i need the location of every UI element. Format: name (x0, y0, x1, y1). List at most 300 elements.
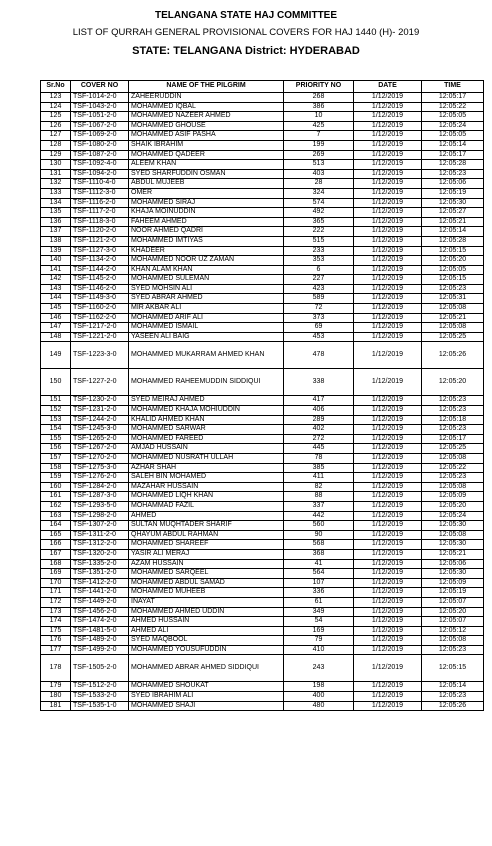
cell-date: 1/12/2019 (354, 294, 422, 304)
cell-pilgrim-name: MOHAMMED NUSRATH ULLAH (129, 454, 284, 464)
table-row (41, 93, 484, 103)
cell-cover-no: TSF-1276-2-0 (71, 473, 129, 483)
cell-time: 12:05:23 (422, 396, 484, 406)
cell-cover-no: TSF-1265-2-0 (71, 434, 129, 444)
cell-cover-no: TSF-1284-2-0 (71, 482, 129, 492)
cell-srno: 143 (41, 284, 71, 294)
cell-srno: 171 (41, 588, 71, 598)
cell-priority-no: 515 (284, 236, 354, 246)
cell-cover-no: TSF-1499-2-0 (71, 645, 129, 655)
cell-date: 1/12/2019 (354, 692, 422, 702)
cell-pilgrim-name: AHMED ALI (129, 626, 284, 636)
cell-pilgrim-name: AHMED HUSSAIN (129, 617, 284, 627)
cell-pilgrim-name: MOHAMMED ABRAR AHMED SIDDIQUI (129, 655, 284, 682)
cell-date: 1/12/2019 (354, 160, 422, 170)
cell-srno: 126 (41, 121, 71, 131)
cell-cover-no: TSF-1312-2-0 (71, 540, 129, 550)
cell-priority-no: 6 (284, 265, 354, 275)
cell-pilgrim-name: MOHAMMED SHAJI (129, 701, 284, 711)
cell-pilgrim-name: MOHAMMED ARIF ALI (129, 313, 284, 323)
cell-priority-no: 423 (284, 284, 354, 294)
table-row (41, 188, 484, 198)
cell-date: 1/12/2019 (354, 645, 422, 655)
cell-cover-no: TSF-1474-2-0 (71, 617, 129, 627)
table-header-row (41, 81, 484, 93)
cell-pilgrim-name: MOHAMMED SULEMAN (129, 275, 284, 285)
cell-pilgrim-name: KHADEER (129, 246, 284, 256)
cell-date: 1/12/2019 (354, 369, 422, 396)
cell-cover-no: TSF-1117-2-0 (71, 208, 129, 218)
cell-srno: 145 (41, 304, 71, 314)
cell-pilgrim-name: MOHAMMED SARQEEL (129, 569, 284, 579)
table-row (41, 482, 484, 492)
cell-time: 12:05:26 (422, 701, 484, 711)
cell-date: 1/12/2019 (354, 208, 422, 218)
cell-pilgrim-name: MOHAMMED NAZEER AHMED (129, 112, 284, 122)
table-row (41, 655, 484, 682)
cell-cover-no: TSF-1227-2-0 (71, 369, 129, 396)
cell-priority-no: 233 (284, 246, 354, 256)
table-row (41, 588, 484, 598)
cell-priority-no: 442 (284, 511, 354, 521)
cell-cover-no: TSF-1223-3-0 (71, 342, 129, 369)
cell-time: 12:05:08 (422, 304, 484, 314)
cell-srno: 148 (41, 332, 71, 342)
cell-priority-no: 492 (284, 208, 354, 218)
cell-time: 12:05:09 (422, 578, 484, 588)
cell-priority-no: 410 (284, 645, 354, 655)
cell-priority-no: 400 (284, 692, 354, 702)
table-row (41, 511, 484, 521)
table-row (41, 501, 484, 511)
cell-srno: 178 (41, 655, 71, 682)
cell-date: 1/12/2019 (354, 482, 422, 492)
cell-srno: 149 (41, 342, 71, 369)
cell-srno: 164 (41, 521, 71, 531)
cell-cover-no: TSF-1110-4-0 (71, 179, 129, 189)
cell-date: 1/12/2019 (354, 549, 422, 559)
table-row (41, 169, 484, 179)
col-header-time: TIME (422, 81, 484, 93)
cell-cover-no: TSF-1481-5-0 (71, 626, 129, 636)
cell-date: 1/12/2019 (354, 140, 422, 150)
cell-priority-no: 411 (284, 473, 354, 483)
cell-priority-no: 368 (284, 549, 354, 559)
table-row (41, 284, 484, 294)
table-row (41, 473, 484, 483)
cell-pilgrim-name: QHAYUM ABDUL RAHMAN (129, 530, 284, 540)
cell-pilgrim-name: AZHAR SHAH (129, 463, 284, 473)
cell-pilgrim-name: MOHAMMED ISMAIL (129, 323, 284, 333)
committee-title: TELANGANA STATE HAJ COMMITTEE (154, 10, 338, 21)
cell-date: 1/12/2019 (354, 454, 422, 464)
col-header-srno: Sr.No (41, 81, 71, 93)
cell-pilgrim-name: FAHEEM AHMED (129, 217, 284, 227)
cell-time: 12:05:23 (422, 169, 484, 179)
cell-srno: 181 (41, 701, 71, 711)
cell-srno: 173 (41, 607, 71, 617)
cell-time: 12:05:31 (422, 294, 484, 304)
cell-pilgrim-name: ALEEM KHAN (129, 160, 284, 170)
table-row (41, 540, 484, 550)
cell-cover-no: TSF-1145-2-0 (71, 275, 129, 285)
cell-priority-no: 568 (284, 540, 354, 550)
cell-time: 12:05:14 (422, 227, 484, 237)
cell-srno: 125 (41, 112, 71, 122)
cell-srno: 129 (41, 150, 71, 160)
cell-time: 12:05:30 (422, 540, 484, 550)
cell-cover-no: TSF-1160-2-0 (71, 304, 129, 314)
cell-date: 1/12/2019 (354, 406, 422, 416)
cell-cover-no: TSF-1412-2-0 (71, 578, 129, 588)
cell-srno: 131 (41, 169, 71, 179)
cell-date: 1/12/2019 (354, 112, 422, 122)
cell-srno: 166 (41, 540, 71, 550)
cell-date: 1/12/2019 (354, 559, 422, 569)
cell-cover-no: TSF-1116-2-0 (71, 198, 129, 208)
cell-priority-no: 349 (284, 607, 354, 617)
cell-srno: 138 (41, 236, 71, 246)
cell-pilgrim-name: MOHAMMED GHOUSE (129, 121, 284, 131)
table-row (41, 645, 484, 655)
cell-pilgrim-name: SYED SHARFUDDIN OSMAN (129, 169, 284, 179)
cell-pilgrim-name: MOHAMMED IMTIYAS (129, 236, 284, 246)
cell-pilgrim-name: INAYAT (129, 597, 284, 607)
cell-time: 12:05:19 (422, 588, 484, 598)
cell-pilgrim-name: MOHAMMED ASIF PASHA (129, 131, 284, 141)
cell-cover-no: TSF-1245-3-0 (71, 425, 129, 435)
table-row (41, 569, 484, 579)
table-row (41, 179, 484, 189)
cell-pilgrim-name: SYED MEIRAJ AHMED (129, 396, 284, 406)
cell-time: 12:05:25 (422, 444, 484, 454)
cell-cover-no: TSF-1067-2-0 (71, 121, 129, 131)
cell-date: 1/12/2019 (354, 530, 422, 540)
cell-time: 12:05:25 (422, 332, 484, 342)
cell-time: 12:05:24 (422, 511, 484, 521)
cell-pilgrim-name: MOHAMMED ABDUL SAMAD (129, 578, 284, 588)
cell-date: 1/12/2019 (354, 284, 422, 294)
table-row (41, 521, 484, 531)
cell-pilgrim-name: MAZAHAR HUSSAIN (129, 482, 284, 492)
cell-priority-no: 403 (284, 169, 354, 179)
cell-srno: 162 (41, 501, 71, 511)
cell-date: 1/12/2019 (354, 102, 422, 112)
cell-srno: 124 (41, 102, 71, 112)
cell-pilgrim-name: MOHAMMED YOUSUFUDDIN (129, 645, 284, 655)
cell-srno: 150 (41, 369, 71, 396)
cell-cover-no: TSF-1275-3-0 (71, 463, 129, 473)
table-row (41, 444, 484, 454)
cell-cover-no: TSF-1134-2-0 (71, 256, 129, 266)
cell-priority-no: 574 (284, 198, 354, 208)
table-row (41, 617, 484, 627)
cell-date: 1/12/2019 (354, 179, 422, 189)
cell-srno: 130 (41, 160, 71, 170)
cell-time: 12:05:08 (422, 454, 484, 464)
table-row (41, 549, 484, 559)
cell-time: 12:05:23 (422, 645, 484, 655)
cell-priority-no: 82 (284, 482, 354, 492)
cell-priority-no: 406 (284, 406, 354, 416)
table-row (41, 140, 484, 150)
cell-priority-no: 425 (284, 121, 354, 131)
table-row (41, 415, 484, 425)
cell-pilgrim-name: SHAIK IBRAHIM (129, 140, 284, 150)
cell-cover-no: TSF-1127-3-0 (71, 246, 129, 256)
cell-priority-no: 199 (284, 140, 354, 150)
cell-srno: 169 (41, 569, 71, 579)
cell-time: 12:05:08 (422, 636, 484, 646)
list-subtitle: LIST OF QURRAH GENERAL PROVISIONAL COVERS FOR HAJ 1440 (H)- 2019 (72, 27, 420, 38)
cell-priority-no: 445 (284, 444, 354, 454)
cell-date: 1/12/2019 (354, 597, 422, 607)
cell-time: 12:05:27 (422, 208, 484, 218)
cell-time: 12:05:21 (422, 313, 484, 323)
cell-priority-no: 79 (284, 636, 354, 646)
cell-pilgrim-name: KHAJA MOINUDDIN (129, 208, 284, 218)
table-row (41, 150, 484, 160)
cell-time: 12:05:20 (422, 256, 484, 266)
cell-priority-no: 589 (284, 294, 354, 304)
cell-priority-no: 560 (284, 521, 354, 531)
cell-srno: 157 (41, 454, 71, 464)
cell-srno: 140 (41, 256, 71, 266)
cell-time: 12:05:15 (422, 655, 484, 682)
col-header-priority-no: PRIORITY NO (284, 81, 354, 93)
cell-priority-no: 61 (284, 597, 354, 607)
table-row (41, 682, 484, 692)
table-row (41, 313, 484, 323)
table-row (41, 530, 484, 540)
cell-time: 12:05:17 (422, 93, 484, 103)
cell-time: 12:05:15 (422, 275, 484, 285)
cell-date: 1/12/2019 (354, 313, 422, 323)
cell-pilgrim-name: MOHAMMED SIRAJ (129, 198, 284, 208)
cell-priority-no: 385 (284, 463, 354, 473)
table-row (41, 323, 484, 333)
cell-pilgrim-name: AMJAD HUSSAIN (129, 444, 284, 454)
cell-priority-no: 10 (284, 112, 354, 122)
cell-srno: 147 (41, 323, 71, 333)
cell-date: 1/12/2019 (354, 578, 422, 588)
cell-time: 12:05:12 (422, 626, 484, 636)
cell-cover-no: TSF-1307-2-0 (71, 521, 129, 531)
cell-priority-no: 69 (284, 323, 354, 333)
cell-date: 1/12/2019 (354, 227, 422, 237)
cell-time: 12:05:06 (422, 559, 484, 569)
table-row (41, 131, 484, 141)
cell-time: 12:05:17 (422, 434, 484, 444)
cell-cover-no: TSF-1489-2-0 (71, 636, 129, 646)
cell-time: 12:05:20 (422, 607, 484, 617)
cell-cover-no: TSF-1217-2-0 (71, 323, 129, 333)
cell-date: 1/12/2019 (354, 607, 422, 617)
table-row (41, 701, 484, 711)
cell-srno: 156 (41, 444, 71, 454)
cell-srno: 146 (41, 313, 71, 323)
cell-pilgrim-name: MOHAMMAD FAZIL (129, 501, 284, 511)
cell-srno: 123 (41, 93, 71, 103)
cell-cover-no: TSF-1535-1-0 (71, 701, 129, 711)
table-row (41, 246, 484, 256)
cell-pilgrim-name: ABDUL MUJEEB (129, 179, 284, 189)
cell-cover-no: TSF-1267-2-0 (71, 444, 129, 454)
cell-priority-no: 353 (284, 256, 354, 266)
cell-time: 12:05:22 (422, 102, 484, 112)
cell-pilgrim-name: SULTAN MUQHTADER SHARIF (129, 521, 284, 531)
cell-priority-no: 198 (284, 682, 354, 692)
cell-pilgrim-name: AZAM HUSSAIN (129, 559, 284, 569)
cell-priority-no: 41 (284, 559, 354, 569)
cell-srno: 153 (41, 415, 71, 425)
cell-time: 12:05:24 (422, 121, 484, 131)
cell-srno: 154 (41, 425, 71, 435)
cell-time: 12:05:26 (422, 342, 484, 369)
cell-date: 1/12/2019 (354, 434, 422, 444)
cell-time: 12:05:28 (422, 236, 484, 246)
cell-time: 12:05:30 (422, 198, 484, 208)
cell-time: 12:05:23 (422, 284, 484, 294)
cell-date: 1/12/2019 (354, 521, 422, 531)
cell-time: 12:05:23 (422, 473, 484, 483)
cell-priority-no: 54 (284, 617, 354, 627)
cell-cover-no: TSF-1505-2-0 (71, 655, 129, 682)
cell-pilgrim-name: MOHAMMED QADEER (129, 150, 284, 160)
cell-pilgrim-name: MOHAMMED SHOUKAT (129, 682, 284, 692)
cell-date: 1/12/2019 (354, 463, 422, 473)
col-header-pilgrim-name: NAME OF THE PILGRIM (129, 81, 284, 93)
cell-priority-no: 7 (284, 131, 354, 141)
cell-pilgrim-name: MOHAMMED AHMED UDDIN (129, 607, 284, 617)
cell-cover-no: TSF-1094-2-0 (71, 169, 129, 179)
cell-date: 1/12/2019 (354, 626, 422, 636)
cell-time: 12:05:17 (422, 150, 484, 160)
cell-srno: 134 (41, 198, 71, 208)
cell-pilgrim-name: YASIR ALI MERAJ (129, 549, 284, 559)
cell-srno: 127 (41, 131, 71, 141)
cell-pilgrim-name: MOHAMMED LIQH KHAN (129, 492, 284, 502)
cell-date: 1/12/2019 (354, 540, 422, 550)
cell-priority-no: 338 (284, 369, 354, 396)
cell-time: 12:05:18 (422, 415, 484, 425)
cell-date: 1/12/2019 (354, 655, 422, 682)
cell-date: 1/12/2019 (354, 425, 422, 435)
cell-cover-no: TSF-1144-2-0 (71, 265, 129, 275)
cell-priority-no: 365 (284, 217, 354, 227)
table-row (41, 342, 484, 369)
cell-priority-no: 417 (284, 396, 354, 406)
table-row (41, 578, 484, 588)
table-row (41, 369, 484, 396)
cell-time: 12:05:09 (422, 492, 484, 502)
cell-cover-no: TSF-1118-3-0 (71, 217, 129, 227)
cell-cover-no: TSF-1092-4-0 (71, 160, 129, 170)
cell-date: 1/12/2019 (354, 473, 422, 483)
cell-time: 12:05:23 (422, 406, 484, 416)
cell-cover-no: TSF-1121-2-0 (71, 236, 129, 246)
table-row (41, 275, 484, 285)
cell-pilgrim-name: AHMED (129, 511, 284, 521)
cell-priority-no: 90 (284, 530, 354, 540)
cell-cover-no: TSF-1051-2-0 (71, 112, 129, 122)
cell-pilgrim-name: ZAHEERUDDIN (129, 93, 284, 103)
cell-date: 1/12/2019 (354, 588, 422, 598)
cell-cover-no: TSF-1149-3-0 (71, 294, 129, 304)
table-row (41, 236, 484, 246)
cell-srno: 144 (41, 294, 71, 304)
cell-date: 1/12/2019 (354, 682, 422, 692)
cell-priority-no: 324 (284, 188, 354, 198)
cell-cover-no: TSF-1533-2-0 (71, 692, 129, 702)
cell-time: 12:05:20 (422, 501, 484, 511)
cell-srno: 161 (41, 492, 71, 502)
cell-time: 12:05:30 (422, 569, 484, 579)
cell-time: 12:05:23 (422, 425, 484, 435)
cell-time: 12:05:19 (422, 188, 484, 198)
table-row (41, 492, 484, 502)
cell-srno: 170 (41, 578, 71, 588)
cell-priority-no: 337 (284, 501, 354, 511)
cell-time: 12:05:28 (422, 160, 484, 170)
cell-srno: 177 (41, 645, 71, 655)
cell-pilgrim-name: SALEH BIN MOHAMED (129, 473, 284, 483)
table-row (41, 198, 484, 208)
cell-pilgrim-name: NOOR AHMED QADRI (129, 227, 284, 237)
cell-cover-no: TSF-1230-2-0 (71, 396, 129, 406)
cell-date: 1/12/2019 (354, 701, 422, 711)
cell-priority-no: 107 (284, 578, 354, 588)
cell-pilgrim-name: SYED MAQBOOL (129, 636, 284, 646)
cell-srno: 180 (41, 692, 71, 702)
cell-srno: 165 (41, 530, 71, 540)
cell-time: 12:05:21 (422, 549, 484, 559)
cell-cover-no: TSF-1293-5-0 (71, 501, 129, 511)
table-row (41, 406, 484, 416)
cell-cover-no: TSF-1043-2-0 (71, 102, 129, 112)
table-row (41, 434, 484, 444)
cell-srno: 172 (41, 597, 71, 607)
cell-pilgrim-name: MOHAMMED MUKARRAM AHMED KHAN (129, 342, 284, 369)
cell-pilgrim-name: MOHAMMED SHAREEF (129, 540, 284, 550)
cell-cover-no: TSF-1351-2-0 (71, 569, 129, 579)
cell-time: 12:05:08 (422, 323, 484, 333)
cell-srno: 168 (41, 559, 71, 569)
cell-priority-no: 289 (284, 415, 354, 425)
cell-cover-no: TSF-1120-2-0 (71, 227, 129, 237)
cell-date: 1/12/2019 (354, 275, 422, 285)
cell-srno: 167 (41, 549, 71, 559)
cell-priority-no: 402 (284, 425, 354, 435)
cell-pilgrim-name: MOHAMMED SARWAR (129, 425, 284, 435)
cell-date: 1/12/2019 (354, 265, 422, 275)
cell-priority-no: 72 (284, 304, 354, 314)
cell-time: 12:05:07 (422, 597, 484, 607)
cell-pilgrim-name: MOHAMMED IQBAL (129, 102, 284, 112)
cell-pilgrim-name: MOHAMMED NOOR UZ ZAMAN (129, 256, 284, 266)
table-row (41, 626, 484, 636)
cell-cover-no: TSF-1112-3-0 (71, 188, 129, 198)
cell-srno: 132 (41, 179, 71, 189)
table-row (41, 294, 484, 304)
cell-date: 1/12/2019 (354, 444, 422, 454)
cell-pilgrim-name: YASEEN ALI BAIG (129, 332, 284, 342)
table-row (41, 256, 484, 266)
cell-time: 12:05:23 (422, 692, 484, 702)
table-row (41, 265, 484, 275)
cell-cover-no: TSF-1014-2-0 (71, 93, 129, 103)
cell-priority-no: 28 (284, 179, 354, 189)
